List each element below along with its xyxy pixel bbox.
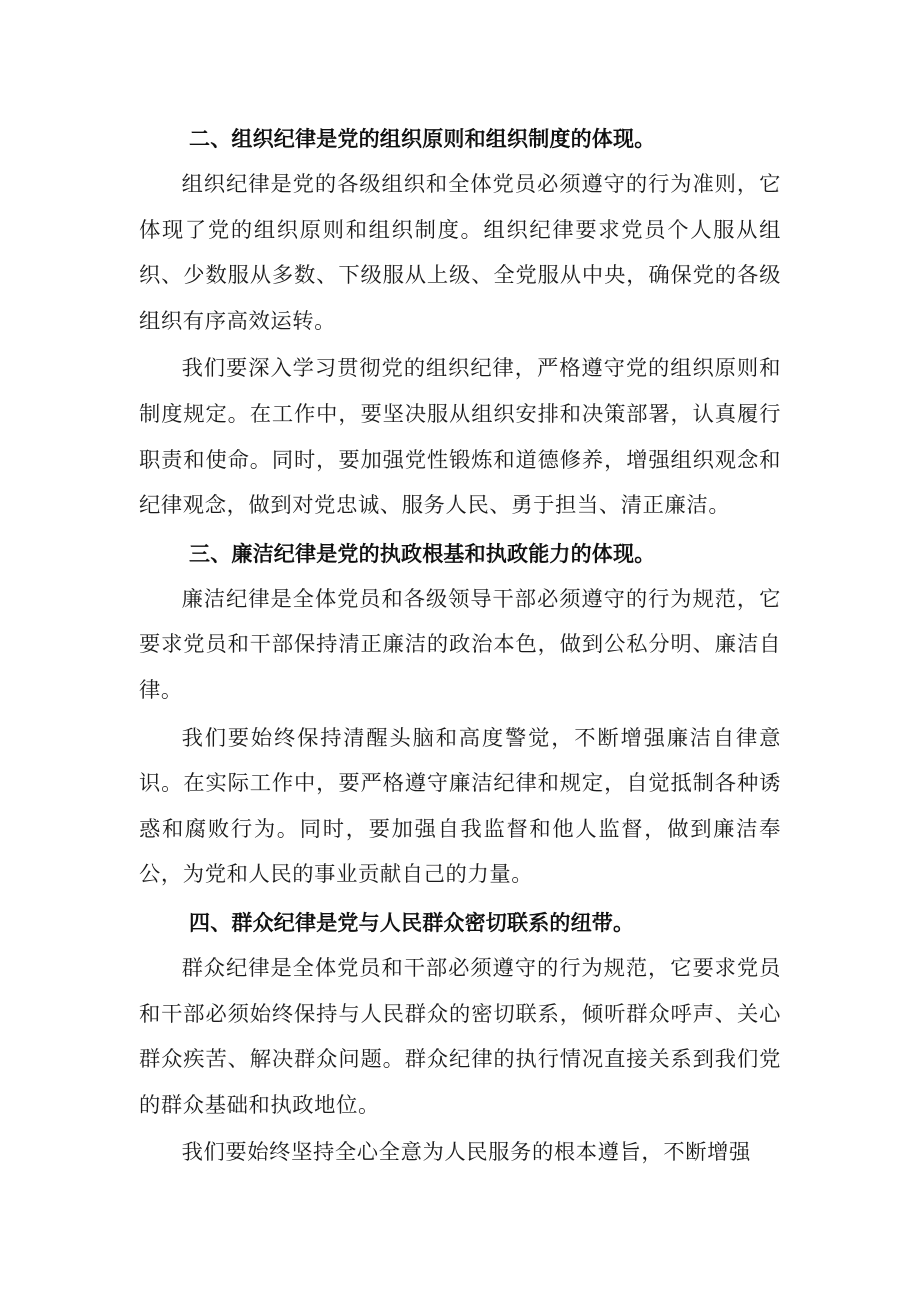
section-mass-discipline: [139, 900, 781, 1176]
section-heading: 四、群众纪律是党与人民群众密切联系的纽带。: [189, 910, 635, 935]
section-heading: 三、廉洁纪律是党的执政根基和执政能力的体现。: [189, 541, 656, 566]
paragraph: 廉洁纪律是全体党员和各级领导干部必须遵守的行为规范，它要求党员和干部保持清正廉洁的政治本色，做到公私分明、廉洁自律。: [139, 586, 781, 703]
section-integrity-discipline: [139, 531, 781, 898]
paragraph: 组织纪律是党的各级组织和全体党员必须遵守的行为准则，它体现了党的组织原则和组织制度。组织纪律要求党员个人服从组织、少数服从多数、下级服从上级、全党服从中央，确保党的各级组织有序高效运转。: [139, 172, 781, 334]
section-heading: 二、组织纪律是党的组织原则和组织制度的体现。: [189, 127, 656, 151]
paragraph: 我们要始终保持清醒头脑和高度警觉，不断增强廉洁自律意识。在实际工作中，要严格遵守廉洁纪律和规定，自觉抵制各种诱惑和腐败行为。同时，要加强自我监督和他人监督，做到廉洁奉公，为党和人民的事业贡献自己的力量。: [139, 725, 781, 888]
paragraph: 群众纪律是全体党员和干部必须遵守的行为规范，它要求党员和干部必须始终保持与人民群众的密切联系，倾听群众呼声、关心群众疾苦、解决群众问题。群众纪律的执行情况直接关系到我们党的群众基础和执政地位。: [139, 955, 781, 1118]
paragraph: 我们要始终坚持全心全意为人民服务的根本遵旨，不断增强: [181, 1140, 751, 1166]
document-page: [139, 116, 781, 1178]
paragraph: 我们要深入学习贯彻党的组织纪律，严格遵守党的组织原则和制度规定。在工作中，要坚决服从组织安排和决策部署，认真履行职责和使命。同时，要加强党性锻炼和道德修养，增强组织观念和纪律观念，做到对党忠诚、服务人民、勇于担当、清正廉洁。: [139, 356, 781, 519]
section-organizational-discipline: [139, 116, 781, 529]
